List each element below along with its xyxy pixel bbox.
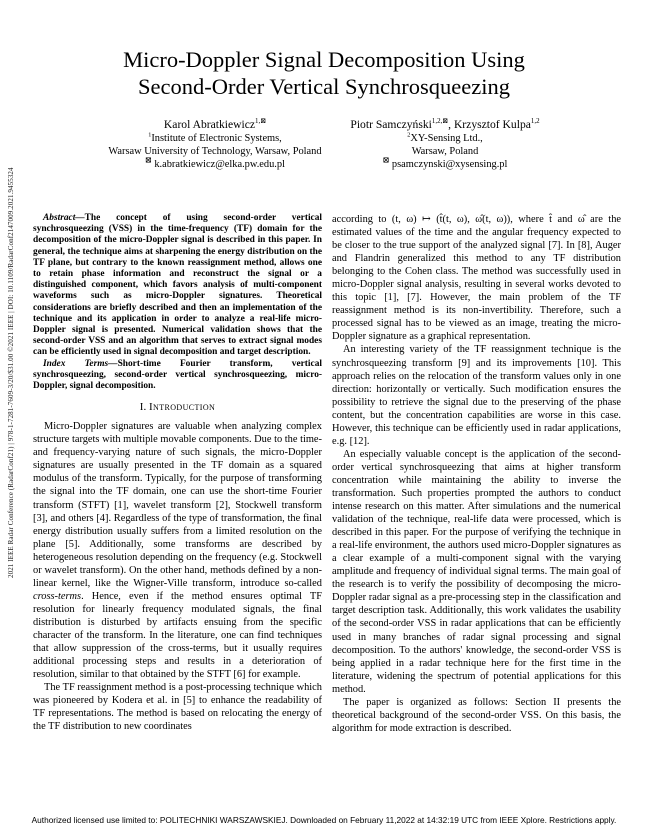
two-column-body <box>33 213 621 805</box>
abstract-label: Abstract— <box>43 213 85 223</box>
paper-title-line2: Second-Order Vertical Synchrosqueezing <box>138 74 510 99</box>
author-right-name1: Piotr Samczyński <box>350 118 432 131</box>
intro-paragraph-1 <box>33 420 322 681</box>
right-column <box>332 213 621 805</box>
author-right-email-line <box>300 155 590 171</box>
index-terms-paragraph <box>33 359 322 393</box>
author-left-name: Karol Abratkiewicz <box>163 118 256 131</box>
section-title: Introduction <box>148 401 216 414</box>
intro-paragraph-3: according to (t, ω) ↦ (t̂(t, ω), ω̂(t, ω)), where t̂ and ω̂ are the estimated values of the time and the angular frequency expected to be closer to the true support of the analyzed signal [7]. In [8], Auger and Flandrin generalized this method to any TF distribution belonging to the Cohen class. The method was successfully used in micro-Doppler signal analysis, resulting in several works devoted to this topic [1], [7]. However, the main problem of the TF reassignment method is its non-invertibility. Therefore, such a processed signal has to be viewed as an image, treating the micro-Doppler signature as a graphical representation. <box>332 214 621 343</box>
intro-paragraph-4: An interesting variety of the TF reassignment technique is the synchrosqueezing transform [9] and its improvements [10]. This approach relies on the relocation of the transform values only in one direction: horizontally or vertically. Such modification ensures the possibility to retrieve the signal due to the preserving of the phase content, but the concentration capabilities are worse in this case. However, this technique can be efficiently used in radar applications, e.g. [12]. <box>332 344 621 447</box>
author-right-affiliation-1 <box>300 132 590 145</box>
affiliation-2-text: XY-Sensing Ltd., <box>410 133 483 144</box>
affiliation-1-text: Institute of Electronic Systems, <box>151 133 282 144</box>
intro-paragraph-5: An especially valuable concept is the application of the second-order vertical synchrosqueezing that aims at higher transform concentration while maintaining the ability to inverse the transformation. Such properties prompted the authors to conduct intense research on this matter. After simulations and the numerical validation of the technique, real-life data were processed, which is described in this paper. For the purpose of verifying the technique in a real-life environment, the authors used micro-Doppler signatures as a clear example of a multi-component signal with the varying amplitude and frequency of individual signal terms. The main goal of the research is to verify the possibility of decomposing the micro-Doppler radar signal as a pre-processing step in the classification and target description task. Additionally, this work validates the usability of the second-order VSS in radar applications that can be efficiently used in many branches of radar signal processing and signal decomposition. To the authors' knowledge, the second-order VSS is being applied in a radar technique here for the first time in the literature, widening the spectrum of potential applications for this method. <box>332 448 621 695</box>
section-heading-introduction <box>33 401 322 413</box>
author-left-affiliation-2: Warsaw University of Technology, Warsaw, Poland <box>108 146 322 157</box>
left-column <box>33 213 322 805</box>
paper-title <box>0 0 648 100</box>
envelope-icon: ⊠ <box>145 155 152 165</box>
license-footer: Authorized licensed use limited to: POLITECHNIKI WARSZAWSKIEJ. Downloaded on February 11,2022 at 14:32:19 UTC from IEEE Xplore. Restrictions apply. <box>31 815 617 825</box>
author-block-right <box>300 118 590 171</box>
author-right-name2: Krzysztof Kulpa <box>453 118 531 131</box>
copyright-sidebar: 2021 IEEE Radar Conference (RadarConf21) | 978-1-7281-7609-3/20/$31.00 ©2021 IEEE | DOI: 10.1109/RadarConf2147009.2021.9455324 <box>7 167 15 578</box>
author-right-superscript2: 1,2 <box>530 117 540 126</box>
abstract-text: The concept of using second-order vertical synchrosqueezing (VSS) in the time-frequency (TF) domain for the decomposition of the micro-Doppler signal is described in this paper. In general, the technique aims at sharpening the energy distribution on the TF plane, but contrary to the known reassignment method, allows one to retain phase information and reconstruct the signal or a distinguished component, which favors analysis of multi-component waveforms such as micro-Doppler signatures. Theoretical considerations are briefly described and then an implementation of the technique and its application in order to analyze a real-life micro-Doppler signal is presented. Numerical validation shows that the second-order VSS and an algorithm that serves to extract signal modes can be efficiently used in signal decomposition and target description. <box>33 213 322 358</box>
affiliation-2-superscript: 2 <box>407 131 411 139</box>
index-terms-label: Index Terms— <box>43 358 118 369</box>
section-number: I. <box>139 401 147 414</box>
author-name-separator: , <box>448 118 454 131</box>
author-left-email: k.abratkiewicz@elka.pw.edu.pl <box>154 159 285 170</box>
author-right-superscript1: 1,2,⊠ <box>431 117 449 126</box>
intro-paragraph-6: The paper is organized as follows: Section II presents the theoretical background of the second-order VSS. On this basis, the algorithm for mode extraction is described. <box>332 696 621 734</box>
index-terms-text: Short-time Fourier transform, vertical synchrosqueezing, second-order vertical synchrosqueezing, micro-Doppler, signal decomposition. <box>33 358 322 392</box>
intro-paragraph-1-text-cont: . Hence, even if the method ensures optimal TF resolution for linearly frequency modulated signals, the final distribution is disturbed by artifacts ensuing from the specific character of the transform. In the literature, one can find techniques that allow suppression of the cross-terms, but it usually requires additional processing steps and results in a deterioration of resolution, similar to that obtained by the STFT [6] for example. <box>33 590 322 681</box>
intro-paragraph-2: The TF reassignment method is a post-processing technique which was pioneered by Kodera et al. in [5] to enhance the readability of TF representations. The method is based on relocating the energy of the TF distribution to new coordinates <box>33 682 322 733</box>
author-left-superscript: 1,⊠ <box>255 117 267 126</box>
envelope-icon: ⊠ <box>382 155 390 165</box>
affiliation-1-superscript: 1 <box>148 131 152 139</box>
author-right-email: psamczynski@xysensing.pl <box>391 159 508 170</box>
abstract-paragraph <box>33 213 322 359</box>
cross-terms-emphasis: cross-terms <box>33 590 82 602</box>
author-name-right <box>300 118 590 132</box>
intro-paragraph-1-text: Micro-Doppler signatures are valuable when analyzing complex structure targets with multiple movable components. Due to the time- and frequency-varying nature of such signals, the micro-Doppler signatures are usually presented in the TF domain as a squared modulus of the transform. Typically, for the purpose of transforming the signal into the TF domain, one can use the short-time Fourier transform (STFT) [1], wavelet transform [2], Stockwell transform [3], and others [4]. Regardless of the type of transformation, the final energy distribution usually suffers from a limited resolution on the plane [5]. Additionally, some transforms are described by heterogeneous resolution depending on the frequency (e.g. Stockwell or wavelet transform). On the other hand, methods defined by a non-linear kernel, like the Wigner-Ville transform, introduce so-called <box>33 421 322 589</box>
author-right-affiliation-2: Warsaw, Poland <box>411 146 479 157</box>
paper-title-line1: Micro-Doppler Signal Decomposition Using <box>123 47 525 72</box>
